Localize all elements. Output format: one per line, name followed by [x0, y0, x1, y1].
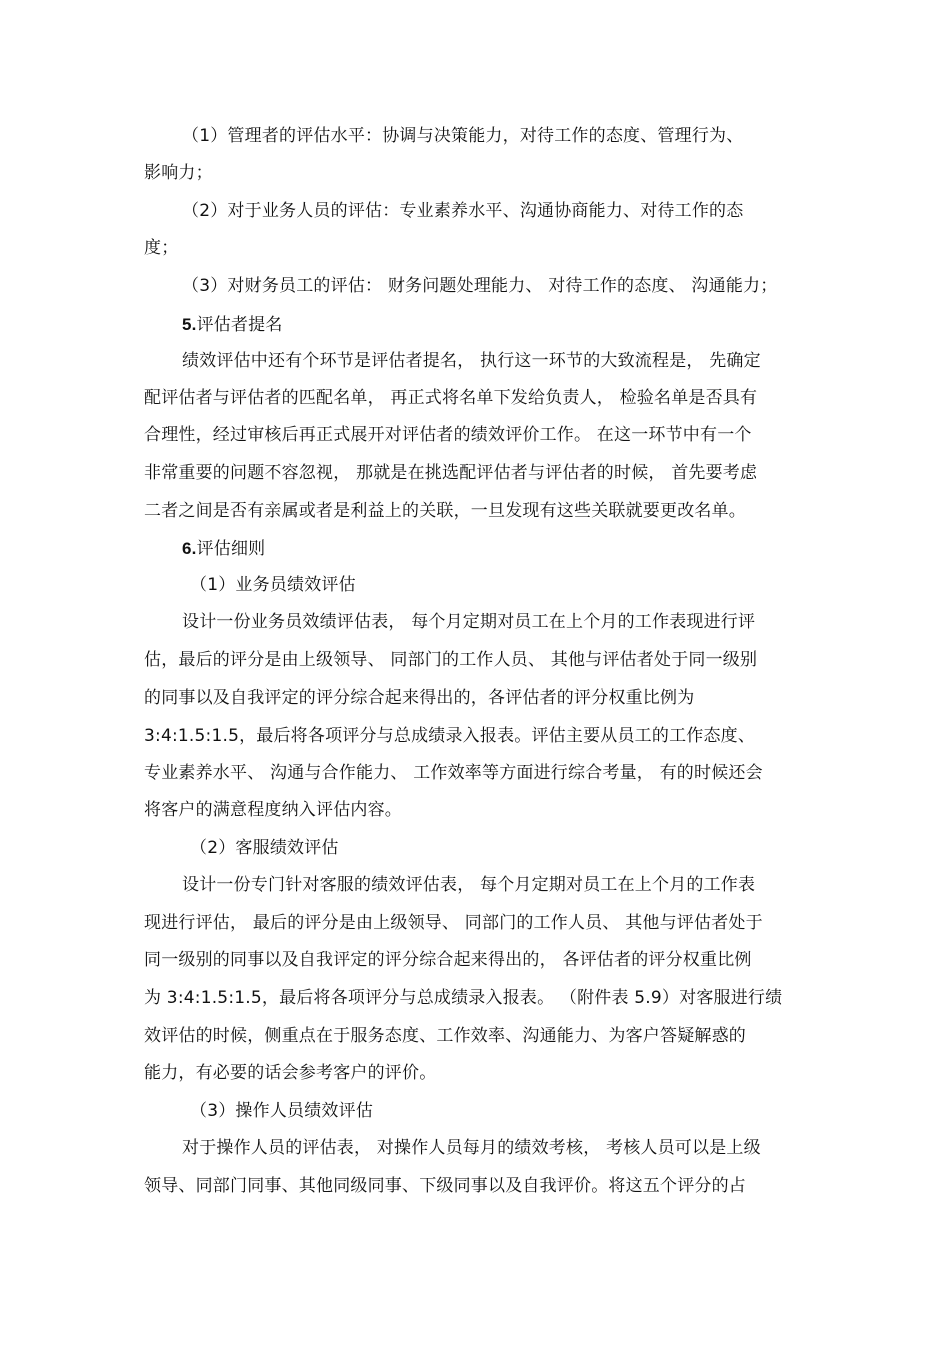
text-line: 领导、同部门同事、其他同级同事、下级同事以及自我评价。将这五个评分的占: [144, 1176, 746, 1196]
text-line: 二者之间是否有亲属或者是利益上的关联，一旦发现有这些关联就要更改名单。: [144, 501, 746, 521]
section-heading-5: [182, 314, 846, 336]
text-line: 非常重要的问题不容忽视， 那就是在挑选配评估者与评估者的时候， 首先要考虑: [144, 463, 758, 483]
heading-text: 评估者提名: [196, 315, 283, 335]
text-line: 3:4:1.5:1.5，最后将各项评分与总成绩录入报表。评估主要从员工的工作态度、: [144, 726, 756, 746]
text-line: 将客户的满意程度纳入评估内容。: [144, 800, 402, 820]
subsection-title: （1）业务员绩效评估: [190, 575, 356, 595]
text-line: 配评估者与评估者的匹配名单， 再正式将名单下发给负责人， 检验名单是否具有: [144, 388, 758, 408]
text-line: 效评估的时候，侧重点在于服务态度、工作效率、沟通能力、为客户答疑解惑的: [144, 1026, 746, 1046]
text-line: （3）对财务员工的评估： 财务问题处理能力、 对待工作的态度、 沟通能力；: [182, 276, 778, 296]
text-line: 为 3:4:1.5:1.5，最后将各项评分与总成绩录入报表。 （附件表 5.9）对客服进行绩: [144, 988, 783, 1008]
heading-number: 5.: [182, 315, 197, 334]
text-line: （1）管理者的评估水平：协调与决策能力，对待工作的态度、管理行为、: [182, 126, 744, 146]
subsection-title: （3）操作人员绩效评估: [190, 1101, 374, 1121]
heading-text: 评估细则: [196, 539, 266, 559]
heading-number: 6.: [182, 539, 197, 558]
text-line: 对于操作人员的评估表， 对操作人员每月的绩效考核， 考核人员可以是上级: [182, 1138, 761, 1158]
text-line: 影响力；: [144, 163, 213, 183]
text-line: （2）对于业务人员的评估：专业素养水平、沟通协商能力、对待工作的态: [182, 201, 744, 221]
text-line: 合理性，经过审核后再正式展开对评估者的绩效评价工作。 在这一环节中有一个: [144, 425, 752, 445]
text-line: 同一级别的同事以及自我评定的评分综合起来得出的， 各评估者的评分权重比例: [144, 950, 752, 970]
section-heading-6: [182, 538, 846, 560]
text-line: 能力，有必要的话会参考客户的评价。: [144, 1063, 437, 1083]
text-line: 设计一份业务员效绩评估表， 每个月定期对员工在上个月的工作表现进行评: [182, 612, 756, 632]
subsection-title: （2）客服绩效评估: [190, 838, 339, 858]
text-line: 设计一份专门针对客服的绩效评估表， 每个月定期对员工在上个月的工作表: [182, 875, 756, 895]
text-line: 估，最后的评分是由上级领导、 同部门的工作人员、 其他与评估者处于同一级别: [144, 650, 758, 670]
text-line: 度；: [144, 238, 179, 258]
text-line: 绩效评估中还有个环节是评估者提名， 执行这一环节的大致流程是， 先确定: [182, 351, 761, 371]
text-line: 专业素养水平、 沟通与合作能力、 工作效率等方面进行综合考量， 有的时候还会: [144, 763, 763, 783]
text-line: 的同事以及自我评定的评分综合起来得出的，各评估者的评分权重比例为: [144, 688, 695, 708]
text-line: 现进行评估， 最后的评分是由上级领导、 同部门的工作人员、 其他与评估者处于: [144, 913, 763, 933]
